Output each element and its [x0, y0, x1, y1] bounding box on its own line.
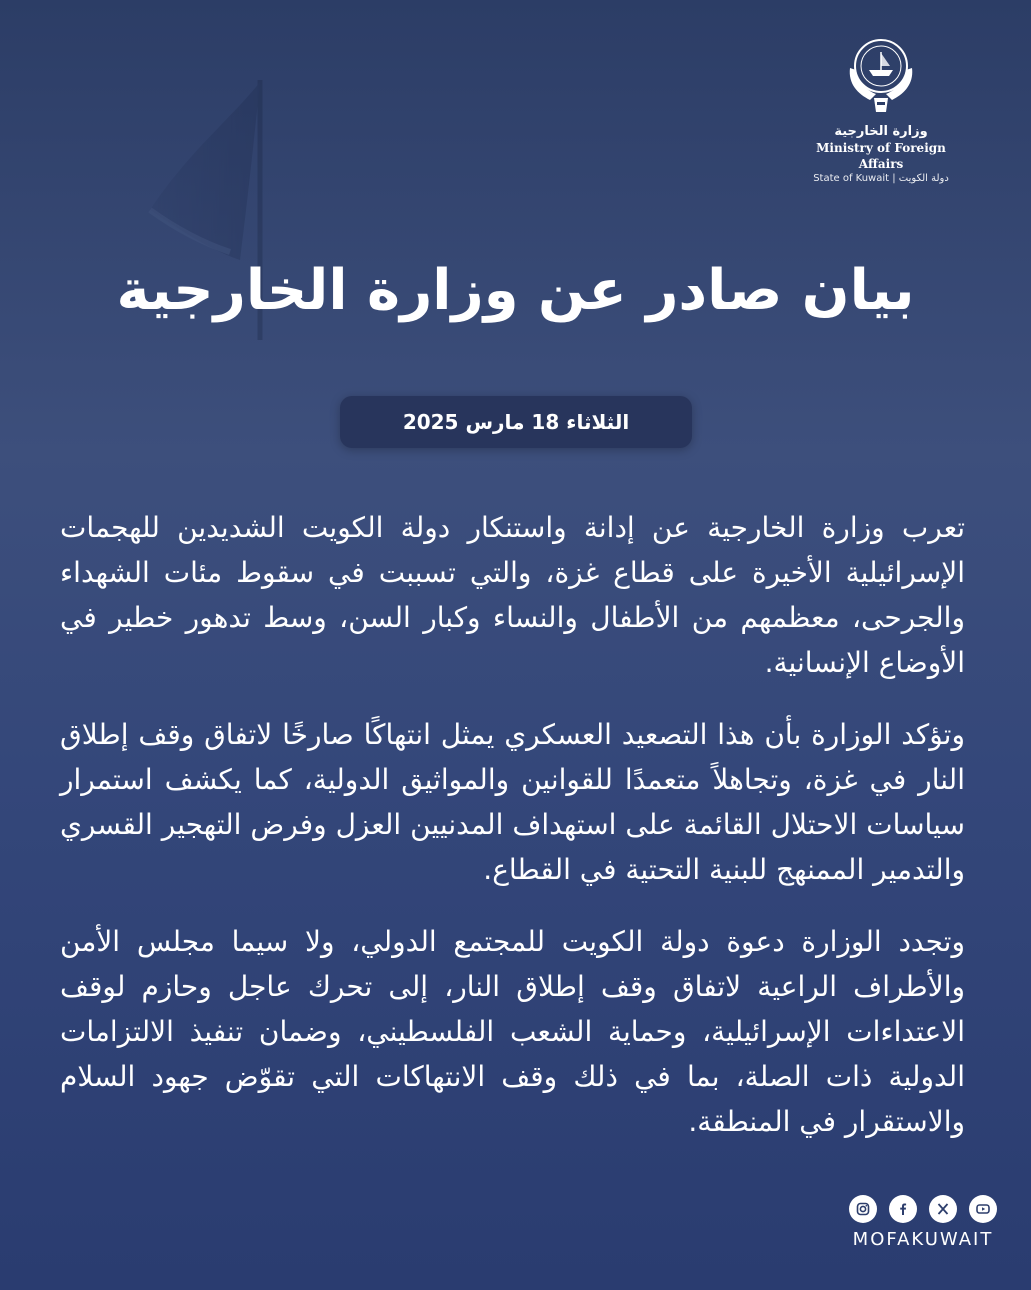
brand-english: Ministry of Foreign Affairs: [816, 141, 946, 171]
x-icon[interactable]: [929, 1195, 957, 1223]
brand-country: State of Kuwait | دولة الكويت: [813, 173, 949, 184]
statement-body: [60, 505, 965, 1171]
brand-arabic: وزارة الخارجية: [834, 124, 928, 139]
facebook-icon[interactable]: [889, 1195, 917, 1223]
kuwait-emblem-icon: [836, 28, 926, 118]
statement-title: بيان صادر عن وزارة الخارجية: [116, 258, 915, 323]
statement-paragraph: وتجدد الوزارة دعوة دولة الكويت للمجتمع الدولي، ولا سيما مجلس الأمن والأطراف الراعية لاتفاق وقف إطلاق النار، إلى تحرك عاجل وحازم لوقف الاعتداءات الإسرائيلية، وحماية الشعب الفلسطيني، وضمان تنفيذ الالتزامات الدولية ذات الصلة، بما في ذلك وقف الانتهاكات التي تقوّض جهود السلام والاستقرار في المنطقة.: [60, 925, 965, 1138]
social-handle[interactable]: MOFAKUWAIT: [852, 1229, 994, 1250]
youtube-icon[interactable]: [969, 1195, 997, 1223]
date-badge: [340, 396, 692, 448]
statement-paragraph: وتؤكد الوزارة بأن هذا التصعيد العسكري يمثل انتهاكًا صارخًا لاتفاق وقف إطلاق النار في غزة، وتجاهلاً متعمدًا للقوانين والمواثيق الدولية، كما يكشف استمرار سياسات الاحتلال القائمة على استهداف المدنيين العزل وفرض التهجير القسري والتدمير الممنهج للبنية التحتية في القطاع.: [60, 718, 965, 886]
date-text: الثلاثاء 18 مارس 2025: [402, 410, 630, 434]
statement-paragraph: تعرب وزارة الخارجية عن إدانة واستنكار دولة الكويت الشديدين للهجمات الإسرائيلية الأخيرة على قطاع غزة، والتي تسببت في سقوط مئات الشهداء والجرحى، معظمهم من الأطفال والنساء وكبار السن، وسط تدهور خطير في الأوضاع الإنسانية.: [60, 511, 965, 679]
ministry-logo: [801, 28, 961, 186]
social-footer: [843, 1195, 1003, 1250]
instagram-icon[interactable]: [849, 1195, 877, 1223]
